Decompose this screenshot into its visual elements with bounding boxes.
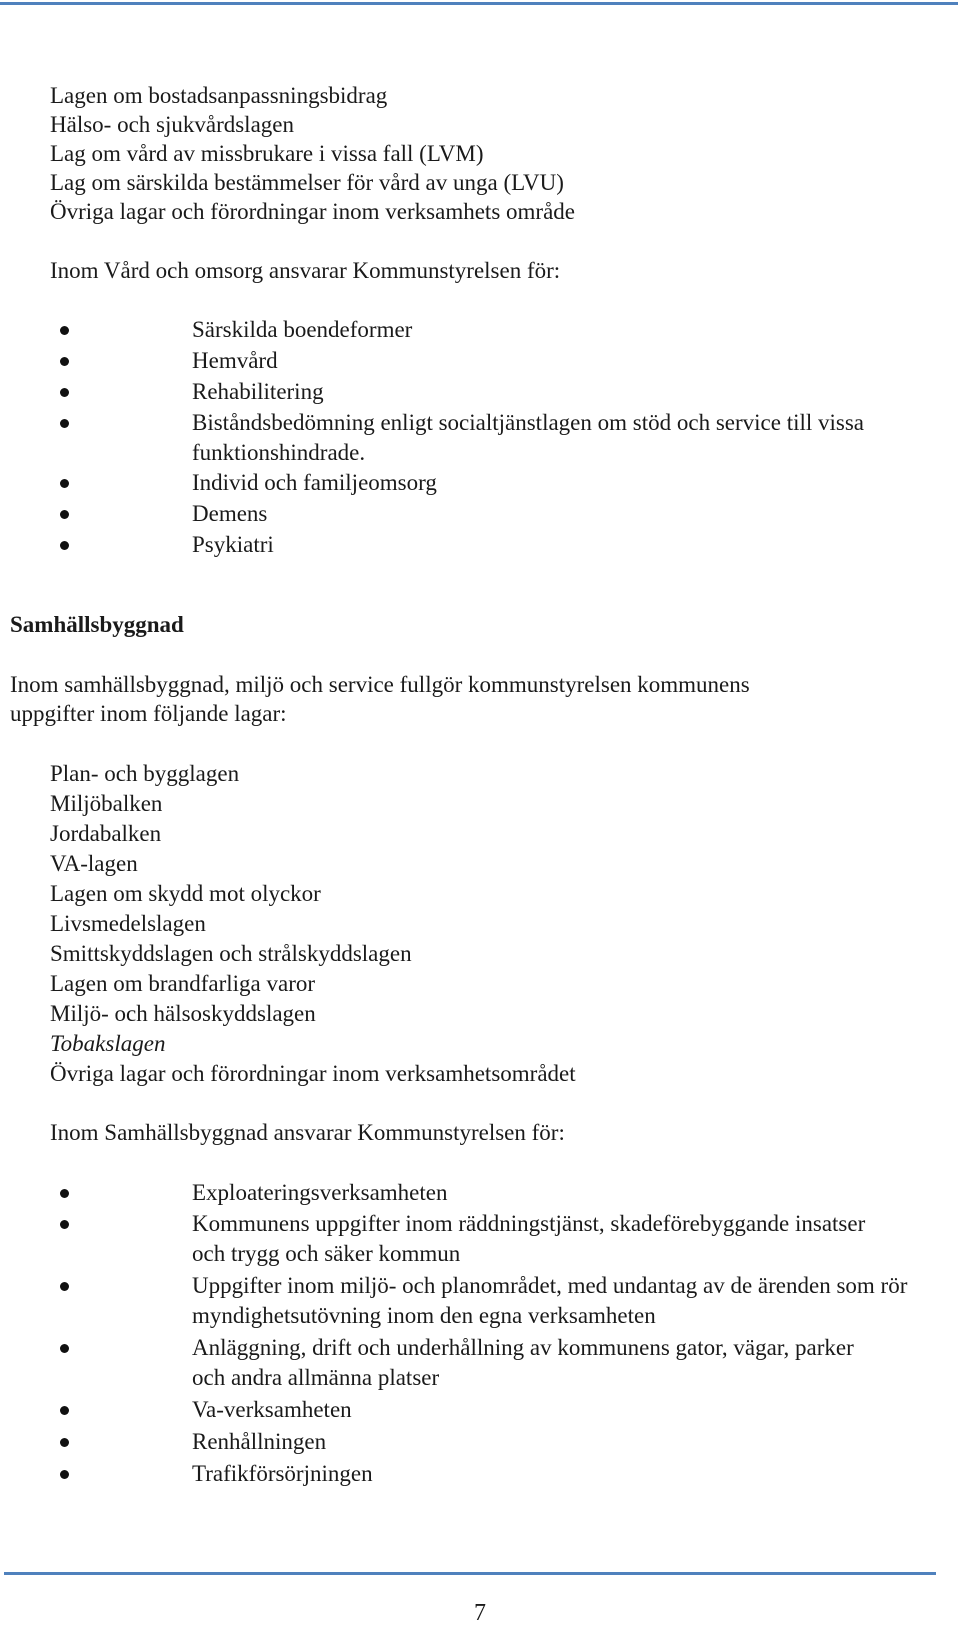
bullet-icon	[60, 1438, 69, 1447]
law-item: Tobakslagen	[50, 1031, 166, 1056]
bullet-icon	[60, 388, 69, 397]
law-item: Miljö- och hälsoskyddslagen	[50, 1001, 316, 1026]
bullet-item: Hemvård	[192, 348, 278, 373]
bullet-item: Kommunens uppgifter inom räddningstjänst, skadeförebyggande insatser och trygg och säker kommun	[192, 1211, 866, 1266]
bullet-icon	[60, 541, 69, 550]
bullet-icon	[60, 1344, 69, 1353]
law-item: Smittskyddslagen och strålskyddslagen	[50, 941, 412, 966]
intro-line: Inom samhällsbyggnad, miljö och service fullgör kommunstyrelsen kommunens	[10, 672, 750, 697]
bullet-icon	[60, 419, 69, 428]
bullet-icon	[60, 479, 69, 488]
law-item: Lag om särskilda bestämmelser för vård av unga (LVU)	[50, 170, 564, 195]
law-item: Övriga lagar och förordningar inom verksamhets område	[50, 199, 575, 224]
law-item: Övriga lagar och förordningar inom verksamhetsområdet	[50, 1061, 576, 1086]
bullet-item: Biståndsbedömning enligt socialtjänstlagen om stöd och service till vissa funktionshindrade.	[192, 410, 865, 465]
bullet-item: Uppgifter inom miljö- och planområdet, med undantag av de ärenden som rör myndighetsutövning inom den egna verksamheten	[192, 1273, 908, 1328]
bullet-item: Va-verksamheten	[192, 1397, 352, 1422]
bullet-icon	[60, 1220, 69, 1229]
bullet-item: Anläggning, drift och underhållning av kommunens gator, vägar, parker och andra allmänna platser	[192, 1335, 854, 1390]
bullet-icon	[60, 1470, 69, 1479]
law-item: Miljöbalken	[50, 791, 163, 816]
law-item: Lagen om brandfarliga varor	[50, 971, 316, 996]
law-item: Jordabalken	[50, 821, 162, 846]
law-item: Livsmedelslagen	[50, 911, 206, 936]
bullet-icon	[60, 1406, 69, 1415]
law-item: Lagen om bostadsanpassningsbidrag	[50, 83, 388, 108]
law-item: Lagen om skydd mot olyckor	[50, 881, 321, 906]
bullet-item: Rehabilitering	[192, 379, 324, 404]
care-intro: Inom Vård och omsorg ansvarar Kommunstyrelsen för:	[50, 258, 561, 283]
bottom-rule	[4, 1572, 936, 1575]
bullet-item: Individ och familjeomsorg	[192, 470, 437, 495]
law-item: VA-lagen	[50, 851, 138, 876]
top-rule	[0, 2, 958, 5]
bullet-item: Exploateringsverksamheten	[192, 1180, 448, 1205]
law-item: Hälso- och sjukvårdslagen	[50, 112, 294, 137]
responsibility-intro: Inom Samhällsbyggnad ansvarar Kommunstyrelsen för:	[50, 1120, 565, 1145]
bullet-item: Renhållningen	[192, 1429, 327, 1454]
page-number: 7	[474, 1600, 486, 1626]
law-item: Lag om vård av missbrukare i vissa fall (LVM)	[50, 141, 484, 166]
law-item: Plan- och bygglagen	[50, 761, 240, 786]
section-heading: Samhällsbyggnad	[10, 612, 184, 637]
bullet-icon	[60, 357, 69, 366]
bullet-icon	[60, 1189, 69, 1198]
bullet-icon	[60, 510, 69, 519]
bullet-item: Psykiatri	[192, 532, 274, 557]
bullet-icon	[60, 1282, 69, 1291]
bullet-icon	[60, 326, 69, 335]
intro-line: uppgifter inom följande lagar:	[10, 701, 287, 726]
bullet-item: Demens	[192, 501, 268, 526]
bullet-item: Särskilda boendeformer	[192, 317, 413, 342]
bullet-item: Trafikförsörjningen	[192, 1461, 373, 1486]
